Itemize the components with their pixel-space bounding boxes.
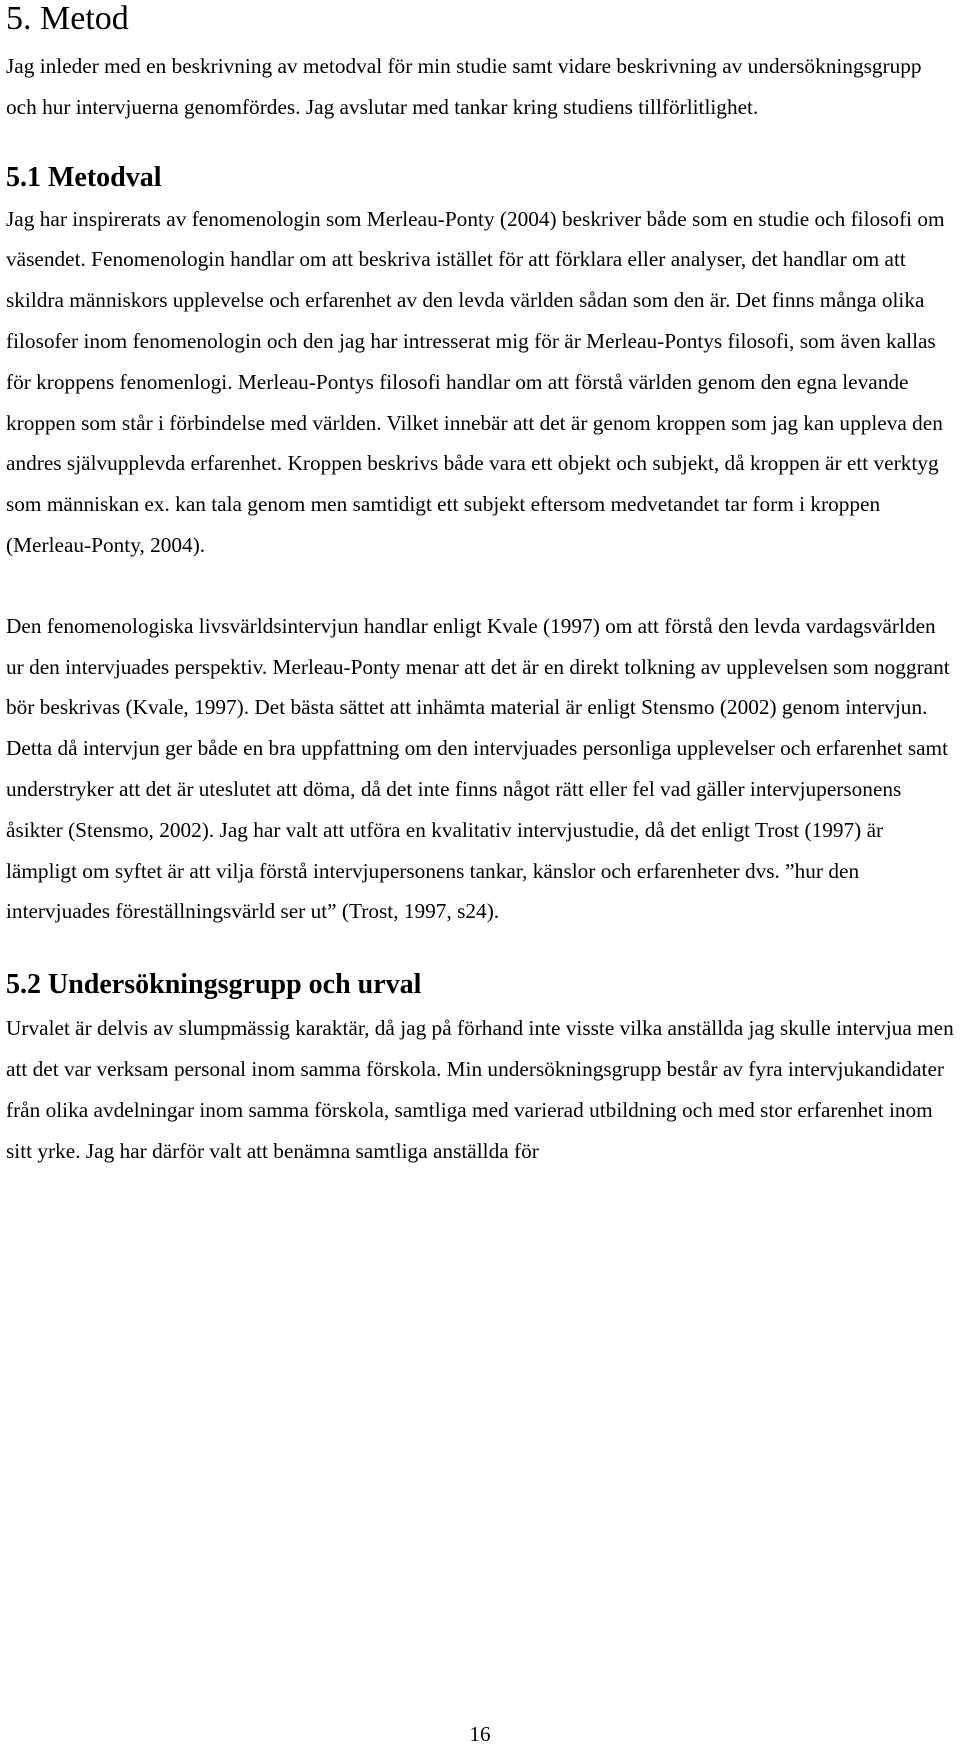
intro-paragraph: Jag inleder med en beskrivning av metodval för min studie samt vidare beskrivning av undersökningsgrupp och hur intervjuerna genomfördes. Jag avslutar med tankar kring studiens tillförlitlighet. (6, 54, 922, 119)
paragraph-livsvarldsintervju: Den fenomenologiska livsvärldsintervjun handlar enligt Kvale (1997) om att förstå den levda vardagsvärlden ur den intervjuades perspektiv. Merleau-Ponty menar att det är en direkt tolkning av upplevelsen som noggrant bör beskrivas (Kvale, 1997). Det bästa sättet att inhämta material är enligt Stensmo (2002) genom intervjun. Detta då intervjun ger både en bra uppfattning om den intervjuades personliga upplevelser och erfarenhet samt understryker att det är uteslutet att döma, då det inte finns något rätt eller fel vad gäller intervjupersonens åsikter (Stensmo, 2002). Jag har valt att utföra en kvalitativ intervjustudie, då det enligt Trost (1997) är lämpligt om syftet är att vilja förstå intervjupersonens tankar, känslor och erfarenheter dvs. ”hur den intervjuades föreställningsvärld ser ut” (Trost, 1997, s24). (6, 613, 950, 924)
section-heading-metodval: 5.1 Metodval (6, 161, 162, 193)
document-body (6, 0, 956, 1171)
paragraph-urval: Urvalet är delvis av slumpmässig karaktär, då jag på förhand inte visste vilka anställda jag skulle intervjua men att det var verksam personal inom samma förskola. Min undersökningsgrupp består av fyra intervjukandidater från olika avdelningar inom samma förskola, samtliga med varierad utbildning och med stor erfarenhet inom sitt yrke. Jag har därför valt att benämna samtliga anställda för (6, 1016, 954, 1163)
page-number: 16 (469, 1722, 491, 1746)
section-heading-undersokningsgrupp: 5.2 Undersökningsgrupp och urval (6, 969, 422, 1001)
paragraph-fenomenologi: Jag har inspirerats av fenomenologin som Merleau-Ponty (2004) beskriver både som en studie och filosofi om väsendet. Fenomenologin handlar om att beskriva istället för att förklara eller analyser, det handlar om att skildra människors upplevelse och erfarenhet av den levda världen sådan som den är. Det finns många olika filosofer inom fenomenologin och den jag har intresserat mig för är Merleau-Pontys filosofi, som även kallas för kroppens fenomenlogi. Merleau-Pontys filosofi handlar om att förstå världen genom den egna levande kroppen som står i förbindelse med världen. Vilket innebär att det är genom kroppen som jag kan uppleva den andres självupplevda erfarenhet. Kroppen beskrivs både vara ett objekt och subjekt, då kroppen är ett verktyg som människan ex. kan tala genom men samtidigt ett subjekt eftersom medvetandet tar form i kroppen (Merleau-Ponty, 2004). (6, 206, 945, 557)
chapter-heading: 5. Metod (6, 0, 129, 37)
